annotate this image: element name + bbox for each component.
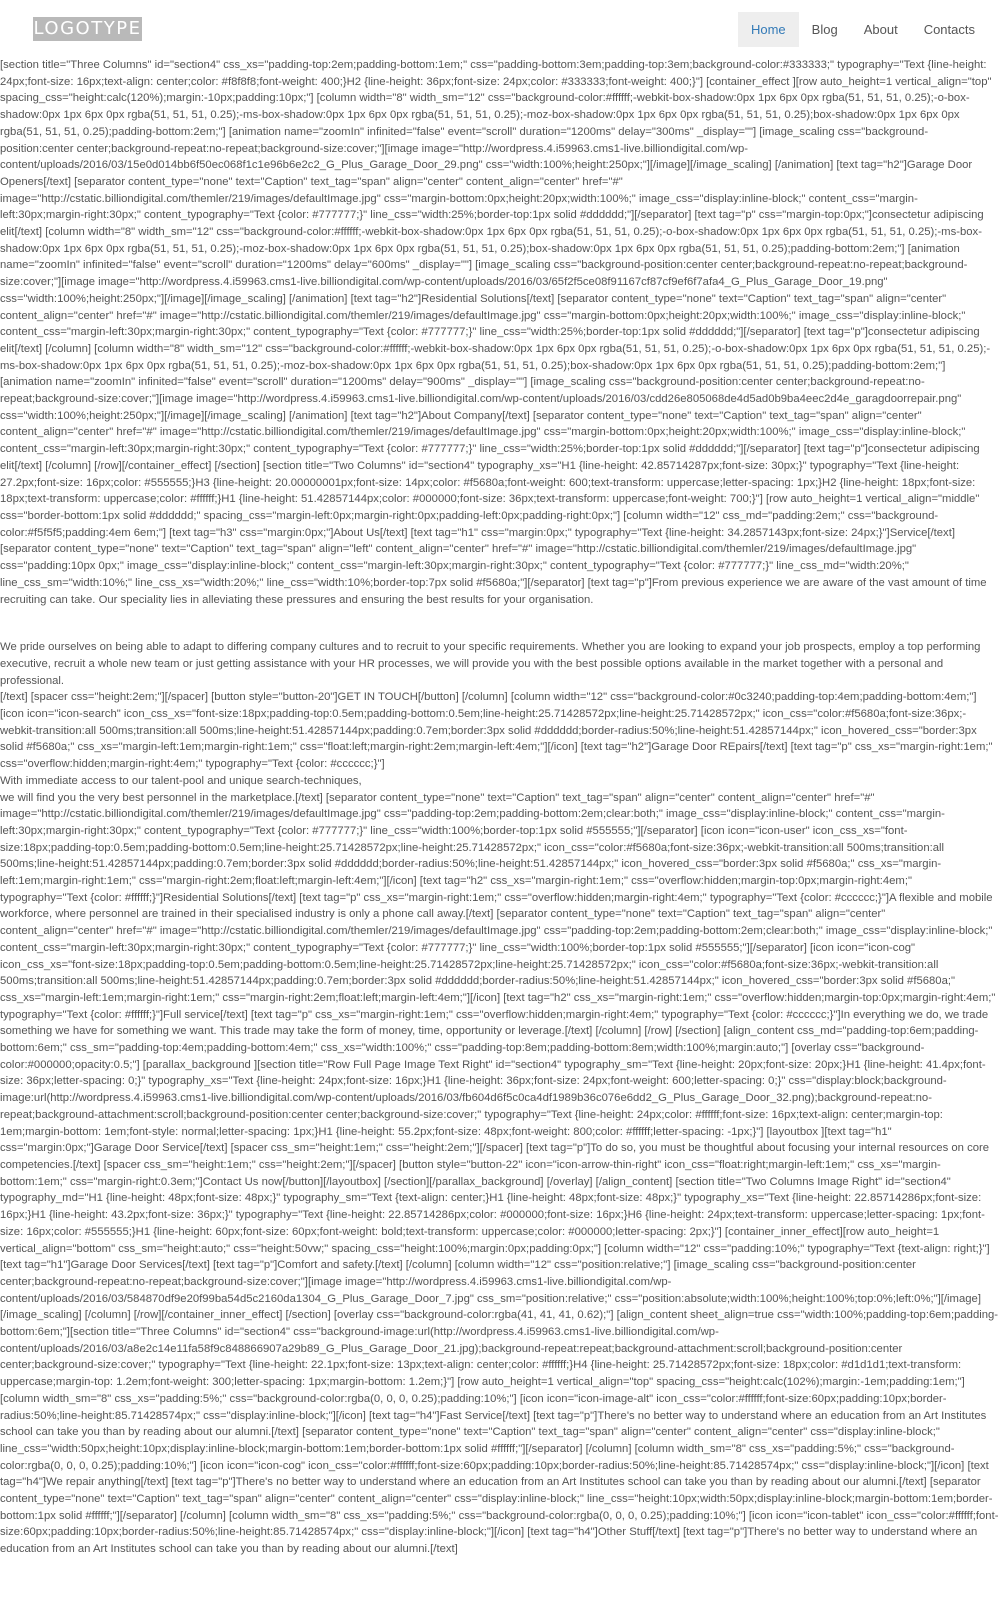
nav-item-contacts[interactable]: Contacts (923, 22, 975, 37)
raw-shortcode-text-block-2: We pride ourselves on being able to adapt to differing company cultures and to recruit to your specific requirements. Whether you are looking to expand your job prospects, employ a top performing executive, recruit a whole new team or just getting assistance with your HR processes, we will provide you with the best possible options available in the market together with a personal and professional. [/text] [spacer css="height:2em;"][/spacer] [button style="button-20"]GET IN TOUCH[/button] [/column] [column width="12" css="background-color:#0c3240;padding-top:4em;padding-bottom:4em;"] [icon icon="icon-search" icon_css_xs="font-size:18px;padding-top:0.5em;padding-bottom:0.5em;line-height:25.71428572px;line-height:25.71428572px;" icon_css="color:#f5680a;font-size:36px;-webkit-transition:all 500ms;transition:all 500ms;line-height:51.42857144px;padding:0.7em;border:3px solid #dddddd;border-radius:50%;line-height:51.42857144px;" icon_hovered_css="border:3px solid #f5680a;" css_xs="margin-left:1em;margin-right:1em;" css="float:left;margin-right:2em;margin-left:4em;"][/icon] [text tag="h2"]Garage Door REpairs[/text] [text tag="p" css_xs="margin-right:1em;" css="overflow:hidden;margin-right:4em;" typography="Text {color: #cccccc;}"] With immediate access to our talent-pool and unique search-techniques, we will find you the very best personnel in the marketplace.[/text] [separator content_type="none" text="Caption" text_tag="span" align="center" content_align="center" href="#" image="http://cstatic.billiondigital.com/themler/219/images/defaultImage.jpg" css="padding-top:2em;padding-bottom:2em;clear:both;" image_css="display:inline-block;" content_css="margin-left:30px;margin-right:30px;" content_typography="Text {color: #777777;}" line_css="width:100%;border-top:1px solid #555555;"][/separator] [icon icon="icon-user" icon_css_xs="font-size:18px;padding-top:0.5em;padding-bottom:0.5em;line-height:25.71428572px;line-height:25.71428572px;" icon_css="color:#f5680a;font-size:36px;-webkit-transition:all 500ms;transition:all 500ms;line-height:51.42857144px;padding:0.7em;border:3px solid #dddddd;border-radius:50%;line-height:51.42857144px;" icon_hovered_css="border:3px solid #f5680a;" css_xs="margin-left:1em;margin-right:1em;" css="margin-right:2em;float:left;margin-left:4em;"][/icon] [text tag="h2" css_xs="margin-right:1em;" css="overflow:hidden;margin-top:0px;margin-right:4em;" typography="Text {color: #ffffff;}"]Residential Solutions[/text] [text tag="p" css_xs="margin-right:1em;" css="overflow:hidden;margin-right:4em;" typography="Text {color: #cccccc;}"]A flexible and mobile workforce, where personnel are trained in their specialised industry is only a phone call away.[/text] [separator content_type="none" text="Caption" text_tag="span" align="center" content_align="center" href="#" image="http://cstatic.billiondigital.com/themler/219/images/defaultImage.jpg" css="padding-top:2em;padding-bottom:2em;clear:both;" image_css="display:inline-block;" content_css="margin-left:30px;margin-right:30px;" content_typography="Text {color: #777777;}" line_css="width:100%;border-top:1px solid #555555;"][/separator] [icon icon="icon-cog" icon_css_xs="font-size:18px;padding-top:0.5em;padding-bottom:0.5em;line-height:25.71428572px;line-height:25.71428572px;" icon_css="color:#f5680a;font-size:36px;-webkit-transition:all 500ms;transition:all 500ms;line-height:51.42857144px;padding:0.7em;border:3px solid #dddddd;border-radius:50%;line-height:51.42857144px;" icon_hovered_css="border:3px solid #f5680a;" css_xs="margin-left:1em;margin-right:1em;" css="margin-right:2em;float:left;margin-left:4em;"][/icon] [text tag="h2" css_xs="margin-right:1em;" css="overflow:hidden;margin-top:0px;margin-right:4em;" typography="Text {color: #ffffff;}"]Full service[/text] [text tag="p" css_xs="margin-right:1em;" css="overflow:hidden;margin-right:4em;" typography="Text {color: #cccccc;}"]In everything we do, we trade something we have for something we want. This trade may take the form of money, time, opportunity or leverage.[/text] [/column] [/row] [/section] [align_content css_md="padding-top:6em;padding-bottom:6em;" css_sm="padding-top:4em;padding-bottom:4em;" css_xs="width:100%;" css="padding-top:8em;padding-bottom:8em;width:100%;margin:auto;"] [overlay css="background-color:#000000;opacity:0.5;"] [parallax_background ][section title="Row Full Page Image Text Right" id="section4" typography_sm="Text {line-height: 20px;font-size: 20px;}H1 {line-height: 41.4px;font-size: 36px;letter-spacing: 0;}" typography_xs="Text {line-height: 24px;font-size: 16px;}H1 {line-height: 36px;font-size: 24px;font-weight: 600;letter-spacing: 0;}" css="display:block;background-image:url(http://wordpress.4.i59963.cms1-live.billiondigital.com/wp-content/uploads/2016/03/fb604d6f5c0ca4df1989b36c076e6dd2_G_Plus_Garage_Door_32.png);background-repeat:no-repeat;background-attachment:scroll;background-position:center center;background-size:cover;" typography="Text {line-height: 24px;color: #ffffff;font-size: 16px;text-align: center;margin-top: 1em;margin-bottom: 1em;font-style: normal;letter-spacing: 1px;}H1 {line-height: 55.2px;font-size: 48px;font-weight: 800;color: #ffffff;letter-spacing: -1px;}"] [layoutbox ][text tag="h1" css="margin:0px;"]Garage Door Service[/text] [spacer css_sm="height:1em;" css="height:2em;"][/spacer] [text tag="p"]To do so, you must be thoughtful about focusing your internal resources on core competencies.[/text] [spacer css_sm="height:1em;" css="height:2em;"][/spacer] [button style="button-22" icon="icon-arrow-thin-right" icon_css="float:right;margin-left:1em;" css_xs="margin-bottom:1em;" css="margin-right:0.3em;"]Contact Us now[/button][/layoutbox] [/section][/parallax_background] [/overlay] [/align_content] [section title="Two Columns Image Right" id="section4" typography_md="H1 {line-height: 48px;font-size: 48px;}" typography_sm="Text {text-align: center;}H1 {line-height: 48px;font-size: 48px;}" typography_xs="Text {line-height: 22.85714286px;font-size: 16px;}H1 {line-height: 43.2px;font-size: 36px;}" typography="Text {line-height: 22.85714286px;color: #000000;font-size: 16px;}H6 {line-height: 24px;text-transform: uppercase;letter-spacing: 1px;font-size: 16px;color: #555555;}H1 {line-height: 60px;font-size: 60px;font-weight: bold;text-transform: uppercase;color: #000000;letter-spacing: 2px;}"] [container_inner_effect][row auto_height=1 vertical_align="bottom" css_sm="height:auto;" css="height:50vw;" spacing_css="height:100%;margin:0px;padding:0px;"] [column width="12" css="padding:10%;" typography="Text {text-align: right;}"] [text tag="h1"]Garage Door Services[/text] [text tag="p"]Comfort and safety.[/text] [/column] [column width="12" css="position:relative;"] [image_scaling css="background-position:center center;background-repeat:no-repeat;background-size:cover;"][image image="http://wordpress.4.i59963.cms1-live.billiondigital.com/wp-content/uploads/2016/03/584870df9e20f99ba54d5c2160da1304_G_Plus_Garage_Door_7.jpg" css_sm="position:relative;" css="position:absolute;width:100%;height:100%;top:0%;left:0%;"][/image][/image_scaling] [/column] [/row][/container_inner_effect] [/section] [overlay css="background-color:rgba(41, 41, 41, 0.62);"] [align_content sheet_align=true css="width:100%;padding-top:6em;padding-bottom:6em;"][section title="Three Columns" id="section4" css="background-image:url(http://wordpress.4.i59963.cms1-live.billiondigital.com/wp-content/uploads/2016/03/a8e2c14e11fa58f9c848866907a29b89_G_Plus_Garage_Door_21.jpg);background-repeat:repeat;background-attachment:scroll;background-position:center center;background-size:cover;" typography="Text {line-height: 22.1px;font-size: 13px;text-align: center;color: #ffffff;}H4 {line-height: 25.71428572px;font-size: 18px;color: #d1d1d1;text-transform: uppercase;margin-top: 1.2em;font-weight: 300;letter-spacing: 1px;margin-bottom: 1.2em;}"] [row auto_height=1 vertical_align="top" spacing_css="height:calc(102%);margin:-1em;padding:1em;"] [column width_sm="8" css_xs="padding:5%;" css="background-color:rgba(0, 0, 0, 0.25);padding:10%;"] [icon icon="icon-image-alt" icon_css="color:#ffffff;font-size:60px;padding:10px;border-radius:50%;line-height:85.71428574px;" css="display:inline-block;"][/icon] [text tag="h4"]Fast Service[/text] [text tag="p"]There's no better way to understand where an education from an Art Institutes school can take you than by reading about our alumni.[/text] [separator content_type="none" text="Caption" text_tag="span" align="center" content_align="center" css="display:inline-block;" line_css="width:50px;height:10px;display:inline-block;margin-bottom:1em;border-bottom:1px solid #ffffff;"][/separator] [/column] [column width_sm="8" css_xs="padding:5%;" css="background-color:rgba(0, 0, 0, 0.25);padding:10%;"] [icon icon="icon-cog" icon_css="color:#ffffff;font-size:60px;padding:10px;border-radius:50%;line-height:85.71428574px;" css="display:inline-block;"][/icon] [text tag="h4"]We repair anything[/text] [text tag="p"]There's no better way to understand where an education from an Art Institutes school can take you than by reading about our alumni.[/text] [separator content_type="none" text="Caption" text_tag="span" align="center" content_align="center" css="display:inline-block;" line_css="height:10px;width:50px;display:inline-block;margin-bottom:1em;border-bottom:1px solid #ffffff;"][/separator] [/column] [column width_sm="8" css_xs="padding:5%;" css="background-color:rgba(0, 0, 0, 0.25);padding:10%;"] [icon icon="icon-tablet" icon_css="color:#ffffff;font-size:60px;padding:10px;border-radius:50%;line-height:85.71428574px;" css="display:inline-block;"][/icon] [text tag="h4"]Other Stuff[/text] [text tag="p"]There's no better way to understand where an education from an Art Institutes school can take you than by reading about our alumni.[/text] (0, 641, 999, 1556)
nav-item-home[interactable]: Home (738, 12, 799, 47)
nav-item-blog[interactable]: Blog (811, 22, 838, 37)
site-header (0, 0, 1000, 58)
main-nav (738, 12, 988, 47)
page-content (0, 57, 1000, 1616)
raw-shortcode-text-block-1: [section title="Three Columns" id="section4" css_xs="padding-top:2em;padding-bottom:1em;" css="padding-bottom:3em;padding-top:3em;background-color:#333333;" typography="Text {line-height: 24px;font-size: 16px;text-align: center;color: #f8f8f8;font-weight: 400;}H2 {line-height: 36px;font-size: 24px;color: #333333;font-weight: 400;}"] [container_effect ][row auto_height=1 vertical_align="top" spacing_css="height:calc(120%);margin:-10px;padding:10px;"] [column width="8" width_sm="12" css="background-color:#ffffff;-webkit-box-shadow:0px 1px 6px 0px rgba(51, 51, 51, 0.25);-o-box-shadow:0px 1px 6px 0px rgba(51, 51, 51, 0.25);-ms-box-shadow:0px 1px 6px 0px rgba(51, 51, 51, 0.25);-moz-box-shadow:0px 1px 6px 0px rgba(51, 51, 51, 0.25);box-shadow:0px 1px 6px 0px rgba(51, 51, 51, 0.25);padding-bottom:2em;"] [animation name="zoomIn" infinited="false" event="scroll" duration="1200ms" delay="300ms" _display=""] [image_scaling css="background-position:center center;background-repeat:no-repeat;background-size:cover;"][image image="http://wordpress.4.i59963.cms1-live.billiondigital.com/wp-content/uploads/2016/03/15e0d014bb6f50ec068f1c1e96b6e2c2_G_Plus_Garage_Door_29.png" css="width:100%;height:250px;"][/image][/image_scaling] [/animation] [text tag="h2"]Garage Door Openers[/text] [separator content_type="none" text="Caption" text_tag="span" align="center" content_align="center" href="#" image="http://cstatic.billiondigital.com/themler/219/images/defaultImage.jpg" css="margin-bottom:0px;height:20px;width:100%;" image_css="display:inline-block;" content_css="margin-left:30px;margin-right:30px;" content_typography="Text {color: #777777;}" line_css="width:25%;border-top:1px solid #dddddd;"][/separator] [text tag="p" css="margin-top:0px;"]consectetur adipiscing elit[/text] [column width="8" width_sm="12" css="background-color:#ffffff;-webkit-box-shadow:0px 1px 6px 0px rgba(51, 51, 51, 0.25);-o-box-shadow:0px 1px 6px 0px rgba(51, 51, 51, 0.25);-ms-box-shadow:0px 1px 6px 0px rgba(51, 51, 51, 0.25);-moz-box-shadow:0px 1px 6px 0px rgba(51, 51, 51, 0.25);box-shadow:0px 1px 6px 0px rgba(51, 51, 51, 0.25);padding-bottom:2em;"] [animation name="zoomIn" infinited="false" event="scroll" duration="1200ms" delay="600ms" _display=""] [image_scaling css="background-position:center center;background-repeat:no-repeat;background-size:cover;"][image image="http://wordpress.4.i59963.cms1-live.billiondigital.com/wp-content/uploads/2016/03/65f2f5ce08f91167cf87cf9ef6f7afa4_G_Plus_Garage_Door_19.png" css="width:100%;height:250px;"][/image][/image_scaling] [/animation] [text tag="h2"]Residential Solutions[/text] [separator content_type="none" text="Caption" text_tag="span" align="center" content_align="center" href="#" image="http://cstatic.billiondigital.com/themler/219/images/defaultImage.jpg" css="margin-bottom:0px;height:20px;width:100%;" image_css="display:inline-block;" content_css="margin-left:30px;margin-right:30px;" content_typography="Text {color: #777777;}" line_css="width:25%;border-top:1px solid #dddddd;"][/separator] [text tag="p"]consectetur adipiscing elit[/text] [/column] [column width="8" width_sm="12" css="background-color:#ffffff;-webkit-box-shadow:0px 1px 6px 0px rgba(51, 51, 51, 0.25);-o-box-shadow:0px 1px 6px 0px rgba(51, 51, 51, 0.25);-ms-box-shadow:0px 1px 6px 0px rgba(51, 51, 51, 0.25);-moz-box-shadow:0px 1px 6px 0px rgba(51, 51, 51, 0.25);box-shadow:0px 1px 6px 0px rgba(51, 51, 51, 0.25);padding-bottom:2em;"] [animation name="zoomIn" infinited="false" event="scroll" duration="1200ms" delay="900ms" _display=""] [image_scaling css="background-position:center center;background-repeat:no-repeat;background-size:cover;"][image image="http://wordpress.4.i59963.cms1-live.billiondigital.com/wp-content/uploads/2016/03/cdd26e805068de4d5ad0b9ba4eec2d4e_garagdoorrepair.png" css="width:100%;height:250px;"][/image][/image_scaling] [/animation] [text tag="h2"]About Company[/text] [separator content_type="none" text="Caption" text_tag="span" align="center" content_align="center" href="#" image="http://cstatic.billiondigital.com/themler/219/images/defaultImage.jpg" css="margin-bottom:0px;height:20px;width:100%;" image_css="display:inline-block;" content_css="margin-left:30px;margin-right:30px;" content_typography="Text {color: #777777;}" line_css="width:25%;border-top:1px solid #dddddd;"][/separator] [text tag="p"]consectetur adipiscing elit[/text] [/column] [/row][/container_effect] [/section] [section title="Two Columns" id="section4" typography_xs="H1 {line-height: 42.85714287px;font-size: 30px;}" typography="Text {line-height: 27.2px;font-size: 16px;color: #555555;}H3 {line-height: 20.00000001px;font-size: 14px;color: #f5680a;font-weight: 600;text-transform: uppercase;letter-spacing: 1px;}H2 {line-height: 18px;font-size: 18px;text-transform: uppercase;color: #ffffff;}H1 {line-height: 51.42857144px;color: #000000;font-size: 36px;text-transform: uppercase;font-weight: 700;}"] [row auto_height=1 vertical_align="middle" css="border-bottom:1px solid #dddddd;" spacing_css="margin-left:0px;margin-right:0px;padding-left:0px;padding-right:0px;"] [column width="12" css_md="padding:2em;" css="background-color:#f5f5f5;padding:4em 6em;"] [text tag="h3" css="margin:0px;"]About Us[/text] [text tag="h1" css="margin:0px;" typography="Text {line-height: 34.2857143px;font-size: 24px;}"]Service[/text] [separator content_type="none" text="Caption" text_tag="span" align="left" content_align="center" href="#" image="http://cstatic.billiondigital.com/themler/219/images/defaultImage.jpg" css="padding:10px 0px;" image_css="display:inline-block;" content_css="margin-left:30px;margin-right:30px;" content_typography="Text {color: #777777;}" line_css_md="width:20%;" line_css_sm="width:10%;" line_css_xs="width:20%;" line_css="width:10%;border-top:7px solid #f5680a;"][/separator] [text tag="p"]From previous experience we are aware of the vast amount of time recruiting can take. Our speciality lies in alleviating these pressures and ensuring the best results for your organisation. (0, 59, 995, 606)
paragraph-gap (0, 608, 1000, 639)
nav-item-about[interactable]: About (863, 22, 898, 37)
site-logo[interactable]: LOGOTYPE (33, 18, 142, 39)
